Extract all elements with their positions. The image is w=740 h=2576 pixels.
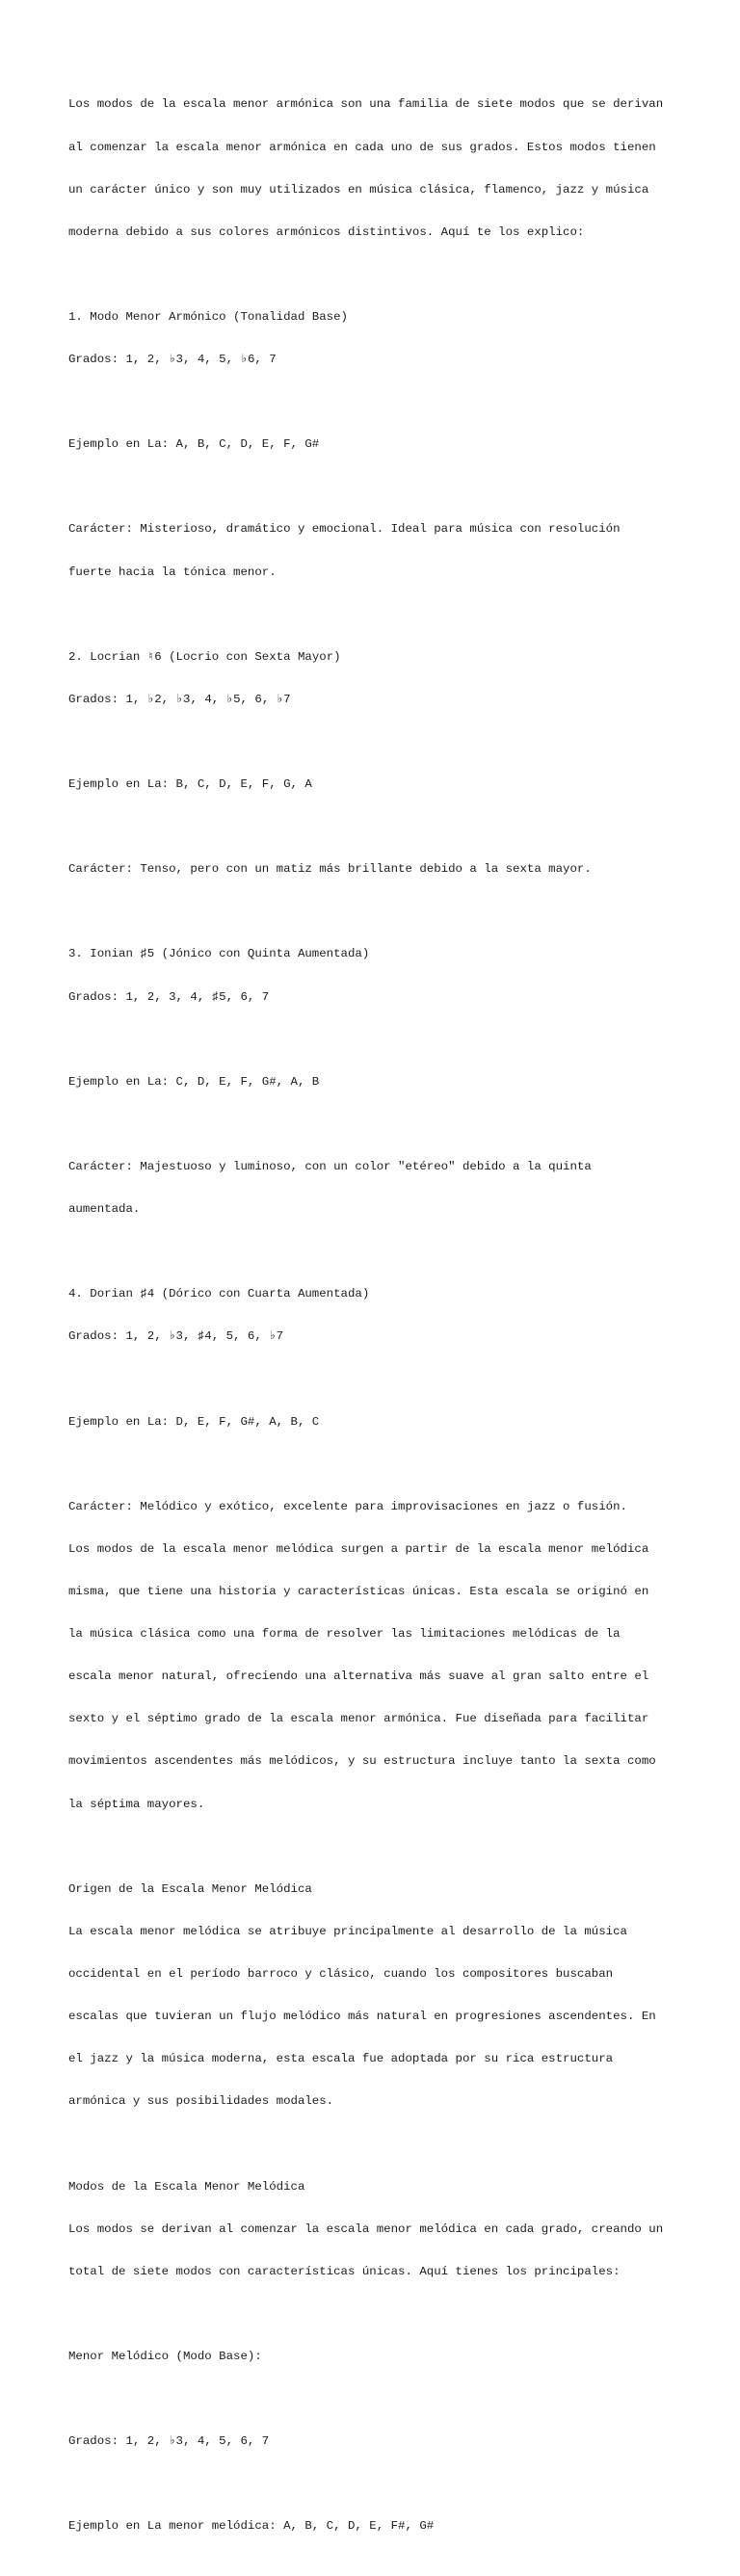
text-line: fuerte hacia la tónica menor. (68, 565, 277, 579)
melodic-base-example (68, 2491, 685, 2563)
mode-3-character (68, 1132, 685, 1246)
melodic-base-degrees (68, 2406, 685, 2478)
mode-4-example (68, 1386, 685, 1458)
intro-paragraph (68, 69, 685, 268)
text-line: la séptima mayores. (68, 1797, 205, 1811)
text-line: Ejemplo en La: D, E, F, G#, A, B, C (68, 1414, 320, 1429)
mode-1-heading (68, 282, 685, 396)
text-line: La escala menor melódica se atribuye principalmente al desarrollo de la música (68, 1924, 627, 1938)
mode-1-example (68, 409, 685, 481)
text-line: un carácter único y son muy utilizados en música clásica, flamenco, jazz y música (68, 182, 649, 197)
text-line: el jazz y la música moderna, esta escala fue adoptada por su rica estructura (68, 2052, 614, 2066)
text-line: escala menor natural, ofreciendo una alternativa más suave al gran salto entre el (68, 1669, 649, 1684)
melodic-base-heading (68, 2322, 685, 2393)
mode-1-character (68, 494, 685, 608)
text-line: Grados: 1, 2, ♭3, 4, 5, ♭6, 7 (68, 353, 277, 367)
text-line: Los modos de la escala menor armónica son una familia de siete modos que se derivan (68, 97, 664, 112)
text-line: 1. Modo Menor Armónico (Tonalidad Base) (68, 309, 348, 324)
text-line: misma, que tiene una historia y características únicas. Esta escala se originó en (68, 1585, 649, 1599)
text-line: Grados: 1, 2, ♭3, 4, 5, 6, 7 (68, 2434, 270, 2449)
mode-2-example (68, 749, 685, 821)
text-line: Carácter: Misterioso, dramático y emocional. Ideal para música con resolución (68, 522, 621, 537)
mode-2-heading (68, 621, 685, 735)
text-line: Grados: 1, 2, ♭3, ♯4, 5, 6, ♭7 (68, 1329, 284, 1344)
melodic-modes-section (68, 2151, 685, 2307)
mode-4-heading (68, 1259, 685, 1373)
text-line: occidental en el período barroco y clásico, cuando los compositores buscaban (68, 1967, 614, 1982)
document-page (68, 69, 685, 2576)
text-line: Ejemplo en La: A, B, C, D, E, F, G# (68, 437, 320, 452)
mode-3-heading (68, 919, 685, 1033)
text-line: armónica y sus posibilidades modales. (68, 2094, 334, 2109)
text-line: aumentada. (68, 1202, 141, 1217)
text-line: moderna debido a sus colores armónicos distintivos. Aquí te los explico: (68, 224, 585, 239)
text-line: Menor Melódico (Modo Base): (68, 2349, 262, 2363)
text-line: 4. Dorian ♯4 (Dórico con Cuarta Aumentada) (68, 1287, 370, 1301)
text-line: Ejemplo en La: C, D, E, F, G#, A, B (68, 1074, 320, 1089)
text-line: Carácter: Tenso, pero con un matiz más brillante debido a la sexta mayor. (68, 862, 592, 877)
text-line: total de siete modos con características únicas. Aquí tienes los principales: (68, 2264, 621, 2278)
text-line: la música clásica como una forma de resolver las limitaciones melódicas de la (68, 1627, 621, 1642)
text-line: sexto y el séptimo grado de la escala menor armónica. Fue diseñada para facilitar (68, 1712, 649, 1726)
text-line: movimientos ascendentes más melódicos, y su estructura incluye tanto la sexta como (68, 1754, 656, 1769)
text-line: Carácter: Majestuoso y luminoso, con un color "etéreo" debido a la quinta (68, 1160, 592, 1173)
text-line: Ejemplo en La: B, C, D, E, F, G, A (68, 777, 312, 792)
section-heading: Origen de la Escala Menor Melódica (68, 1881, 312, 1896)
section-heading: Modos de la Escala Menor Melódica (68, 2179, 305, 2194)
text-line: Los modos se derivan al comenzar la escala menor melódica en cada grado, creando un (68, 2221, 664, 2236)
text-line: al comenzar la escala menor armónica en cada uno de sus grados. Estos modos tienen (68, 140, 656, 154)
text-line: Grados: 1, ♭2, ♭3, 4, ♭5, 6, ♭7 (68, 692, 291, 706)
text-line: escalas que tuvieran un flujo melódico más natural en progresiones ascendentes. En (68, 2010, 656, 2024)
origin-section (68, 1853, 685, 2137)
mode-4-character-and-melodic-intro (68, 1471, 685, 1839)
mode-3-example (68, 1046, 685, 1117)
text-line: Grados: 1, 2, 3, 4, ♯5, 6, 7 (68, 989, 270, 1004)
text-line: Los modos de la escala menor melódica surgen a partir de la escala menor melódica (68, 1541, 649, 1556)
text-line: 2. Locrian ♮6 (Locrio con Sexta Mayor) (68, 649, 341, 664)
text-line: Carácter: Melódico y exótico, excelente para improvisaciones en jazz o fusión. (68, 1499, 627, 1513)
mode-2-character (68, 834, 685, 906)
text-line: 3. Ionian ♯5 (Jónico con Quinta Aumentada) (68, 947, 370, 961)
text-line: Ejemplo en La menor melódica: A, B, C, D, E, F#, G# (68, 2519, 435, 2534)
